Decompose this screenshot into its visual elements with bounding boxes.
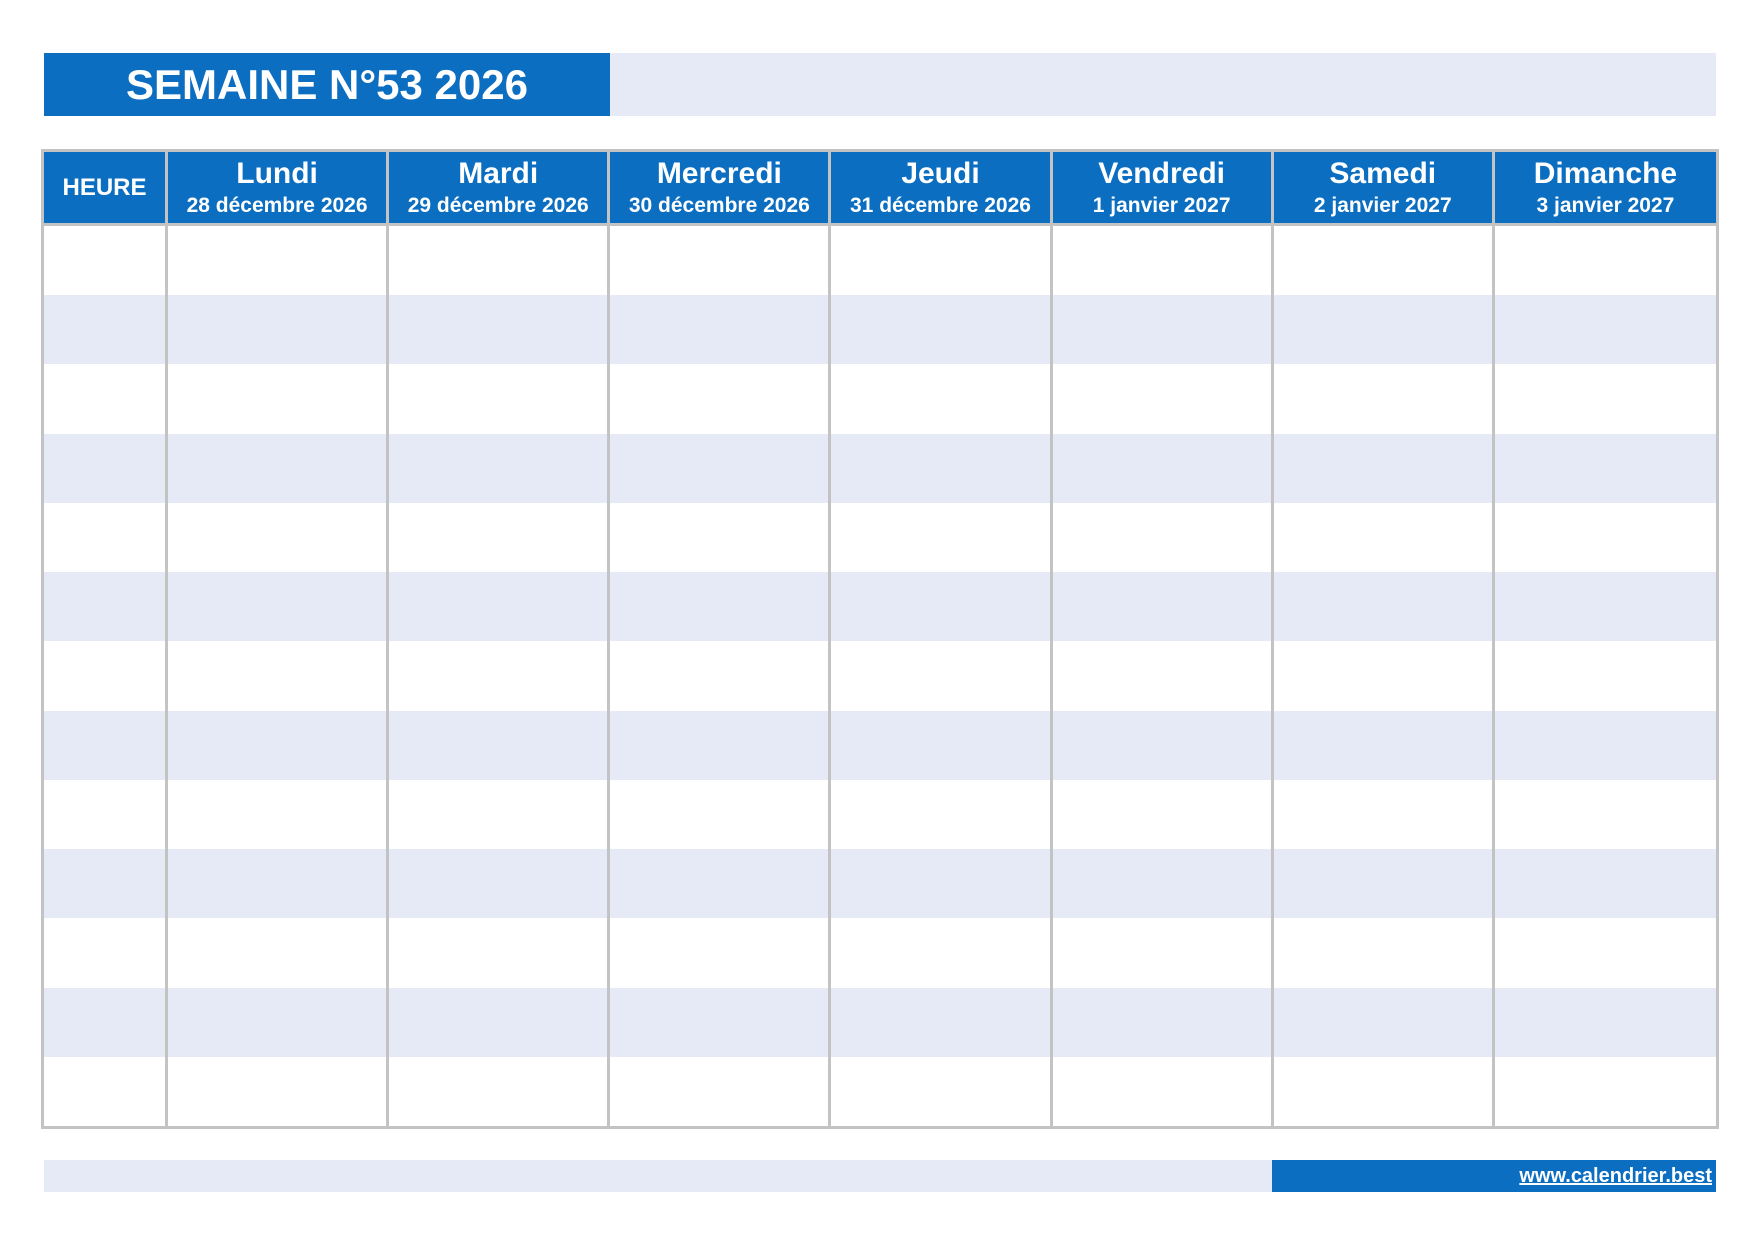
- time-slot-cell: [610, 364, 831, 433]
- time-slot-cell: [610, 641, 831, 710]
- time-slot-cell: [610, 503, 831, 572]
- time-slot-cell: [389, 918, 610, 987]
- time-slot-cell: [389, 572, 610, 641]
- day-date: 31 décembre 2026: [850, 193, 1031, 217]
- hour-slot-cell: [44, 295, 168, 364]
- time-slot-cell: [389, 711, 610, 780]
- time-slot-cell: [1274, 641, 1495, 710]
- day-name: Jeudi: [901, 156, 980, 190]
- time-slot-cell: [1274, 918, 1495, 987]
- time-slot-cell: [1495, 1057, 1716, 1126]
- time-slot-cell: [1495, 849, 1716, 918]
- time-slot-cell: [831, 711, 1052, 780]
- time-slot-cell: [831, 780, 1052, 849]
- time-slot-cell: [389, 226, 610, 295]
- time-slot-cell: [1053, 364, 1274, 433]
- time-slot-cell: [610, 780, 831, 849]
- time-slot-cell: [831, 226, 1052, 295]
- hour-slot-cell: [44, 780, 168, 849]
- time-slot-cell: [168, 364, 389, 433]
- time-slot-cell: [1495, 780, 1716, 849]
- time-slot-cell: [1495, 434, 1716, 503]
- time-slot-cell: [1495, 988, 1716, 1057]
- time-slot-cell: [1053, 226, 1274, 295]
- time-slot-cell: [389, 434, 610, 503]
- day-date: 1 janvier 2027: [1092, 193, 1231, 217]
- time-slot-cell: [1053, 711, 1274, 780]
- time-slot-cell: [1274, 434, 1495, 503]
- hour-slot-cell: [44, 572, 168, 641]
- day-date: 3 janvier 2027: [1536, 193, 1675, 217]
- hour-slot-cell: [44, 364, 168, 433]
- day-header-tuesday: [389, 152, 610, 226]
- time-slot-cell: [168, 295, 389, 364]
- day-header-sunday: [1495, 152, 1716, 226]
- time-slot-cell: [831, 295, 1052, 364]
- time-slot-cell: [831, 503, 1052, 572]
- time-slot-cell: [610, 295, 831, 364]
- time-slot-cell: [168, 1057, 389, 1126]
- time-slot-cell: [831, 918, 1052, 987]
- time-slot-cell: [1053, 1057, 1274, 1126]
- time-slot-cell: [168, 780, 389, 849]
- time-slot-cell: [168, 434, 389, 503]
- time-slot-cell: [1053, 572, 1274, 641]
- time-slot-cell: [610, 988, 831, 1057]
- time-slot-cell: [1495, 711, 1716, 780]
- planner-grid: [44, 152, 1716, 1126]
- day-header-wednesday: [610, 152, 831, 226]
- time-slot-cell: [1495, 226, 1716, 295]
- time-slot-cell: [831, 988, 1052, 1057]
- time-slot-cell: [389, 503, 610, 572]
- time-slot-cell: [389, 849, 610, 918]
- time-slot-cell: [389, 780, 610, 849]
- time-slot-cell: [168, 226, 389, 295]
- time-slot-cell: [831, 641, 1052, 710]
- website-link[interactable]: www.calendrier.best: [1272, 1160, 1716, 1192]
- time-slot-cell: [1274, 572, 1495, 641]
- time-slot-cell: [1274, 1057, 1495, 1126]
- time-slot-cell: [389, 988, 610, 1057]
- day-header-monday: [168, 152, 389, 226]
- hour-slot-cell: [44, 226, 168, 295]
- time-slot-cell: [168, 711, 389, 780]
- time-slot-cell: [610, 226, 831, 295]
- time-slot-cell: [1274, 295, 1495, 364]
- time-slot-cell: [831, 364, 1052, 433]
- day-date: 30 décembre 2026: [628, 193, 810, 217]
- time-slot-cell: [389, 1057, 610, 1126]
- time-slot-cell: [610, 918, 831, 987]
- time-slot-cell: [1053, 988, 1274, 1057]
- time-slot-cell: [1274, 503, 1495, 572]
- day-date: 2 janvier 2027: [1313, 193, 1452, 217]
- day-date: 28 décembre 2026: [186, 193, 368, 217]
- day-name: Mardi: [458, 156, 539, 190]
- day-header-saturday: [1274, 152, 1495, 226]
- hour-slot-cell: [44, 1057, 168, 1126]
- day-date: 29 décembre 2026: [407, 193, 589, 217]
- day-header-friday: [1053, 152, 1274, 226]
- time-slot-cell: [610, 711, 831, 780]
- time-slot-cell: [168, 503, 389, 572]
- day-name: Lundi: [236, 156, 318, 190]
- time-slot-cell: [1274, 988, 1495, 1057]
- time-slot-cell: [1053, 849, 1274, 918]
- time-slot-cell: [1274, 849, 1495, 918]
- time-slot-cell: [389, 295, 610, 364]
- hour-slot-cell: [44, 849, 168, 918]
- hour-slot-cell: [44, 988, 168, 1057]
- time-slot-cell: [389, 641, 610, 710]
- hour-column-header: [44, 152, 168, 226]
- time-slot-cell: [168, 918, 389, 987]
- time-slot-cell: [168, 641, 389, 710]
- hour-slot-cell: [44, 711, 168, 780]
- time-slot-cell: [610, 434, 831, 503]
- time-slot-cell: [1053, 918, 1274, 987]
- time-slot-cell: [1274, 226, 1495, 295]
- time-slot-cell: [1053, 641, 1274, 710]
- day-name: Samedi: [1329, 156, 1437, 190]
- time-slot-cell: [1053, 295, 1274, 364]
- time-slot-cell: [1053, 780, 1274, 849]
- time-slot-cell: [1053, 434, 1274, 503]
- time-slot-cell: [831, 434, 1052, 503]
- hour-header-label: HEURE: [62, 173, 147, 201]
- time-slot-cell: [1495, 364, 1716, 433]
- time-slot-cell: [1495, 641, 1716, 710]
- day-name: Vendredi: [1098, 156, 1225, 190]
- day-header-thursday: [831, 152, 1052, 226]
- time-slot-cell: [1495, 572, 1716, 641]
- time-slot-cell: [610, 1057, 831, 1126]
- page-title: SEMAINE N°53 2026: [44, 53, 610, 116]
- time-slot-cell: [1053, 503, 1274, 572]
- hour-slot-cell: [44, 434, 168, 503]
- hour-slot-cell: [44, 503, 168, 572]
- weekly-planner-table: [41, 149, 1719, 1129]
- footer-band: [44, 1160, 1716, 1192]
- time-slot-cell: [1495, 295, 1716, 364]
- time-slot-cell: [1274, 780, 1495, 849]
- time-slot-cell: [1274, 711, 1495, 780]
- time-slot-cell: [168, 849, 389, 918]
- day-name: Dimanche: [1533, 156, 1678, 190]
- time-slot-cell: [831, 572, 1052, 641]
- hour-slot-cell: [44, 641, 168, 710]
- hour-slot-cell: [44, 918, 168, 987]
- day-name: Mercredi: [656, 156, 782, 190]
- time-slot-cell: [168, 572, 389, 641]
- time-slot-cell: [389, 364, 610, 433]
- title-band: [44, 53, 1716, 116]
- time-slot-cell: [610, 572, 831, 641]
- time-slot-cell: [831, 849, 1052, 918]
- time-slot-cell: [168, 988, 389, 1057]
- time-slot-cell: [1274, 364, 1495, 433]
- time-slot-cell: [610, 849, 831, 918]
- time-slot-cell: [831, 1057, 1052, 1126]
- time-slot-cell: [1495, 918, 1716, 987]
- time-slot-cell: [1495, 503, 1716, 572]
